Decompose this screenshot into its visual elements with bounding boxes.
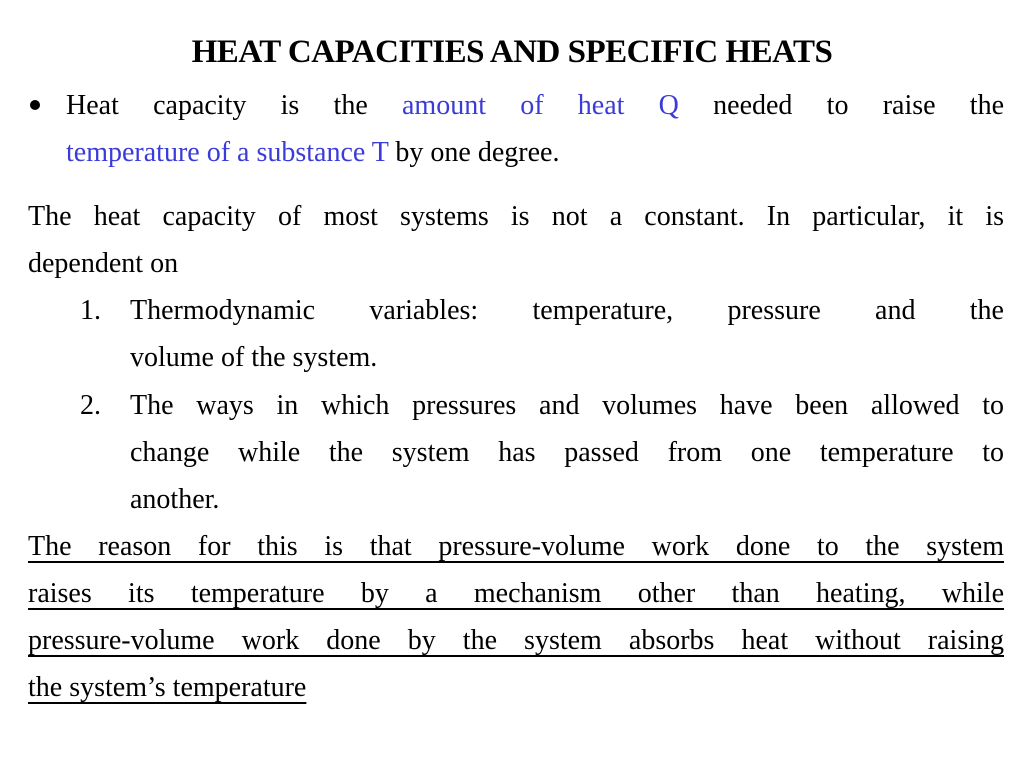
list-number: 2. (80, 390, 101, 421)
bullet-line-1 (66, 88, 1004, 124)
paragraph-line-1: The heat capacity of most systems is not a constant. In particular, it is (28, 201, 1004, 232)
list-number: 1. (80, 295, 101, 326)
bullet-line-2 (66, 135, 559, 171)
bullet-icon (30, 100, 40, 110)
page-title: HEAT CAPACITIES AND SPECIFIC HEATS (191, 34, 833, 70)
underlined-line-3: pressure-volume work done by the system absorbs heat without raising (28, 625, 1004, 656)
paragraph-line-2: dependent on (28, 248, 179, 279)
underlined-line-1: The reason for this is that pressure-volume work done to the system (28, 531, 1004, 562)
text: needed to raise the (678, 90, 1005, 121)
text: Heat capacity is the (66, 90, 402, 121)
list-item-1-line-2: volume of the system. (130, 342, 378, 373)
list-item-2-line-2: change while the system has passed from one temperature to (130, 437, 1004, 468)
highlight-text: amount of heat Q (402, 90, 679, 121)
list-item-2-line-3: another. (130, 484, 220, 515)
list-item-1-line-1: Thermodynamic variables: temperature, pressure and the (130, 295, 1004, 326)
list-item-2-line-1: The ways in which pressures and volumes have been allowed to (130, 390, 1004, 421)
text: by one degree. (388, 137, 560, 168)
underlined-line-4: the system’s temperature (28, 672, 307, 703)
highlight-text: temperature of a substance T (66, 137, 389, 168)
underlined-line-2: raises its temperature by a mechanism other than heating, while (28, 578, 1004, 609)
